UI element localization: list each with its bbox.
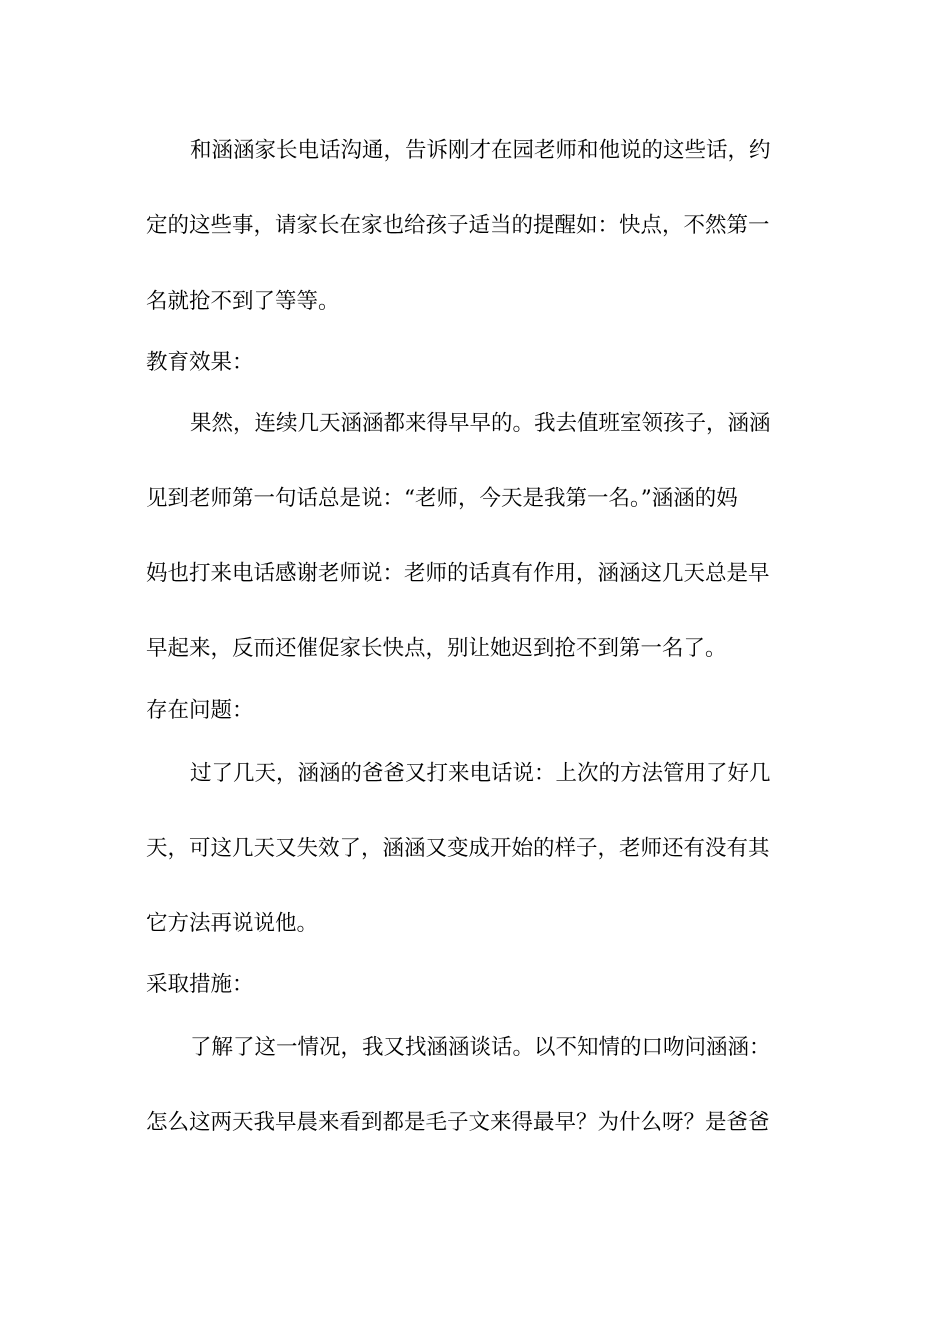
- paragraph-line: 早起来，反而还催促家长快点，别让她迟到抢不到第一名了。: [146, 636, 727, 661]
- paragraph-line: 妈也打来电话感谢老师说：老师的话真有作用，涵涵这几天总是早: [146, 561, 770, 586]
- paragraph-line: 果然，连续几天涵涵都来得早早的。我去值班室领孩子，涵涵: [190, 411, 771, 436]
- paragraph-line: 它方法再说说他。: [146, 911, 319, 936]
- paragraph-line: 名就抢不到了等等。: [146, 289, 340, 314]
- paragraph-line: 怎么这两天我早晨来看到都是毛子文来得最早？为什么呀？是爸爸: [146, 1110, 770, 1135]
- section-heading: 存在问题：: [146, 698, 254, 723]
- section-heading: 教育效果：: [146, 350, 254, 375]
- paragraph-line: 了解了这一情况，我又找涵涵谈话。以不知情的口吻问涵涵：: [190, 1035, 771, 1060]
- paragraph-line: 天，可这几天又失效了，涵涵又变成开始的样子，老师还有没有其: [146, 836, 770, 861]
- section-heading: 采取措施：: [146, 972, 254, 997]
- paragraph-line: 过了几天，涵涵的爸爸又打来电话说：上次的方法管用了好几: [190, 761, 771, 786]
- paragraph-line: 和涵涵家长电话沟通，告诉刚才在园老师和他说的这些话，约: [190, 138, 771, 163]
- paragraph-line: 定的这些事，请家长在家也给孩子适当的提醒如：快点，不然第一: [146, 213, 770, 238]
- paragraph-line: 见到老师第一句话总是说：“老师，今天是我第一名。”涵涵的妈: [146, 486, 738, 511]
